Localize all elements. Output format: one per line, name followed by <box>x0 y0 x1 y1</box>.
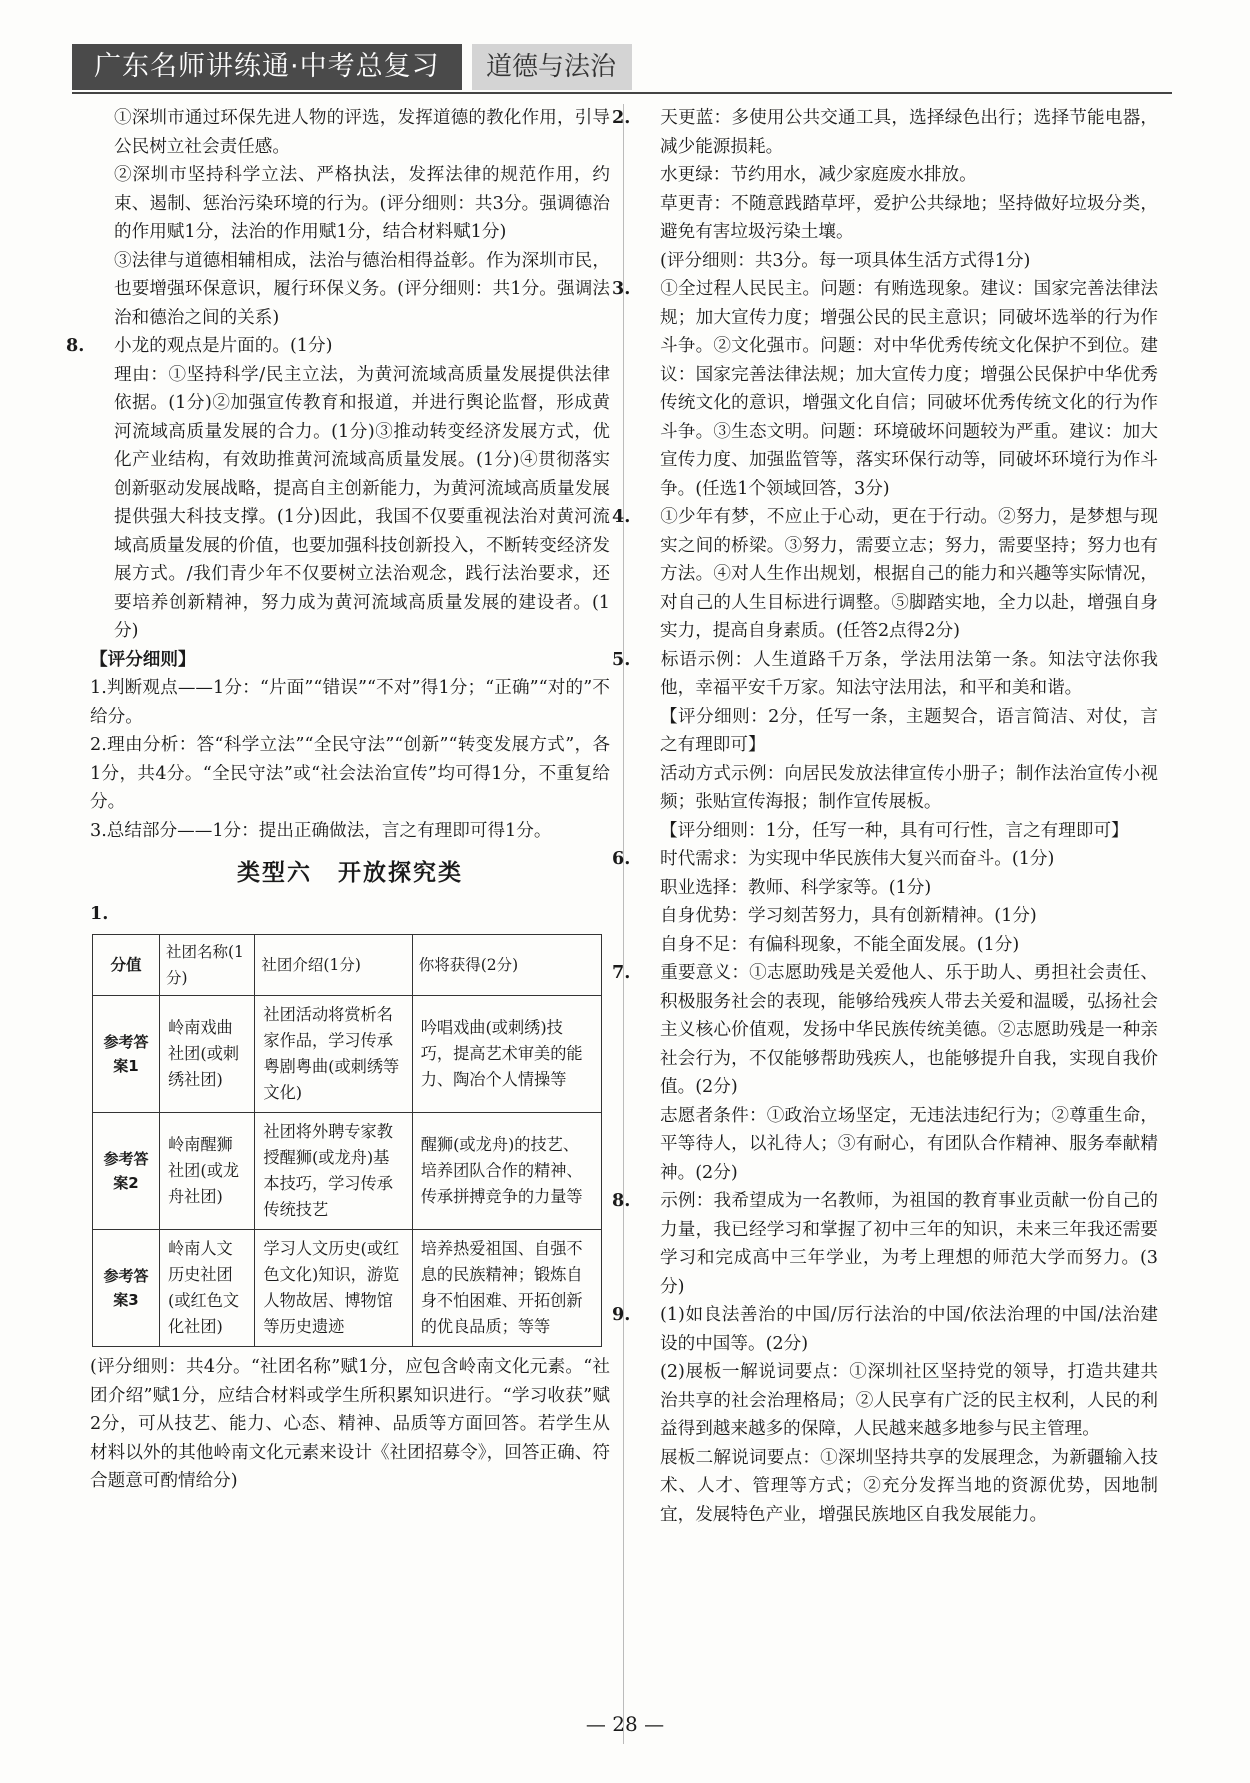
section-name: 开放探究类 <box>338 860 463 886</box>
q2-line: 草更青：不随意践踏草坪，爱护公共绿地；坚持做好垃圾分类，避免有害垃圾污染土壤。 <box>660 193 1158 242</box>
question-number: 5. <box>612 648 631 670</box>
table-header: 分值 <box>93 935 160 996</box>
question-text: 天更蓝：多使用公共交通工具，选择绿色出行；选择节能电器，减少能源损耗。 <box>660 108 1158 157</box>
question-4 <box>612 503 1158 646</box>
table-header: 社团名称(1分) <box>160 935 255 996</box>
table-cell-ref: 参考答案2 <box>93 1113 160 1230</box>
section-type: 类型六 <box>237 860 312 886</box>
table-cell-intro: 社团将外聘专家教授醒狮(或龙舟)基本技巧，学习传承传统技艺 <box>255 1113 412 1230</box>
table-header: 社团介绍(1分) <box>255 935 412 996</box>
q5-line: 活动方式示例：向居民发放法律宣传小册子；制作法治宣传小视频；张贴宣传海报；制作宣传展板。 <box>660 763 1158 812</box>
column-divider <box>623 104 624 1744</box>
question-2 <box>612 104 1158 161</box>
question-3 <box>612 275 1158 503</box>
q7-line: 志愿者条件：①政治立场坚定，无违法违纪行为；②尊重生命，平等待人，以礼待人；③有耐心，有团队合作精神、服务奉献精神。(2分) <box>660 1105 1158 1183</box>
q8-reason: 理由：①坚持科学/民主立法，为黄河流域高质量发展提供法律依据。(1分)②加强宣传教育和报道，并进行舆论监督，形成黄河流域高质量发展的合力。(1分)③推动转变经济发展方式，优化产业结构，有效助推黄河流域高质量发展。(1分)④贯彻落实创新驱动发展战略，提高自主创新能力，为黄河流域高质量发展提供强大科技支撑。(1分)因此，我国不仅要重视法治对黄河流域高质量发展的价值，也要加强科技创新投入，不断转变经济发展方式。/我们青少年不仅要树立法治观念，践行法治要求，还要培养创新精神，努力成为黄河流域高质量发展的建设者。(1分) <box>114 364 610 641</box>
table-cell-ref: 参考答案3 <box>93 1230 160 1347</box>
table-header: 你将获得(2分) <box>412 935 601 996</box>
question-5 <box>612 646 1158 703</box>
page-header <box>72 44 1172 94</box>
subject-label: 道德与法治 <box>472 44 632 90</box>
question-text: 标语示例：人生道路千万条，学法用法第一条。知法守法你我他，幸福平安千万家。知法守法用法，和平和美和谐。 <box>660 649 1158 698</box>
question-8-right <box>612 1187 1158 1301</box>
rubric-item-1: 1.判断观点——1分：“片面”“错误”“不对”得1分；“正确”“对的”不给分。 <box>90 678 610 727</box>
question-number: 8. <box>66 335 85 356</box>
question-number: 6. <box>612 848 631 869</box>
q5-line: 【评分细则：2分，任写一条，主题契合，语言简洁、对仗，言之有理即可】 <box>660 706 1158 755</box>
left-column <box>66 104 610 1496</box>
q9-line: (2)展板一解说词要点：①深圳社区坚持党的领导，打造共建共治共享的社会治理格局；②人民享有广泛的民主权利，人民的利益得到越来越多的保障，人民越来越多地参与民主管理。 <box>660 1362 1158 1439</box>
question-7 <box>612 959 1158 1102</box>
question-8-left <box>66 332 610 361</box>
club-table <box>92 934 602 1347</box>
q6-line: 自身不足：有偏科现象，不能全面发展。(1分) <box>660 934 1020 955</box>
table-cell-name: 岭南人文历史社团(或红色文化社团) <box>160 1230 255 1347</box>
question-1 <box>90 900 610 929</box>
question-number: 8. <box>612 1190 631 1211</box>
table-row <box>93 996 602 1113</box>
rubric-title: 【评分细则】 <box>90 649 196 670</box>
table-cell-gain: 醒狮(或龙舟)的技艺、培养团队合作的精神、传承拼搏竞争的力量等 <box>412 1113 601 1230</box>
table-cell-intro: 社团活动将赏析名家作品，学习传承粤剧粤曲(或刺绣等文化) <box>255 996 412 1113</box>
question-text: 重要意义：①志愿助残是关爱他人、乐于助人、勇担社会责任、积极服务社会的表现，能够给残疾人带去关爱和温暖，弘扬社会主义核心价值观，发扬中华民族传统美德。②志愿助残是一种亲社会行为，不仅能够帮助残疾人，也能够提升自我，实现自我价值。(2分) <box>660 963 1158 1097</box>
intro-point-1: ①深圳市通过环保先进人物的评选，发挥道德的教化作用，引导公民树立社会责任感。 <box>114 108 610 157</box>
question-text: 小龙的观点是片面的。(1分) <box>114 336 333 356</box>
header-rule <box>72 92 1172 94</box>
q9-line: 展板二解说词要点：①深圳坚持共享的发展理念，为新疆输入技术、人才、管理等方式；②充分发挥当地的资源优势，因地制宜，发展特色产业，增强民族地区自我发展能力。 <box>660 1447 1158 1525</box>
question-text: ①少年有梦，不应止于心动，更在于行动。②努力，是梦想与现实之间的桥梁。③努力，需要立志；努力，需要坚持；努力也有方法。④对人生作出规划，根据自己的能力和兴趣等实际情况，对自己的人生目标进行调整。⑤脚踏实地，全力以赴，增强自身实力，提高自身素质。(任答2点得2分) <box>660 507 1158 641</box>
table-note: (评分细则：共4分。“社团名称”赋1分，应包含岭南文化元素。“社团介绍”赋1分，应结合材料或学生所积累知识进行。“学习收获”赋2分，可从技艺、能力、心态、精神、品质等方面回答。若学生从材料以外的其他岭南文化元素来设计《社团招募令》，回答正确、符合题意可酌情给分) <box>90 1357 610 1491</box>
table-header-row <box>93 935 602 996</box>
section-title <box>90 859 610 888</box>
question-number: 7. <box>612 962 631 983</box>
table-row <box>93 1113 602 1230</box>
q2-line: 水更绿：节约用水，减少家庭废水排放。 <box>660 165 977 185</box>
page-number: — 28 — <box>585 1712 665 1736</box>
q6-line: 职业选择：教师、科学家等。(1分) <box>660 877 932 898</box>
book-title: 广东名师讲练通·中考总复习 <box>72 44 462 90</box>
rubric-item-3: 3.总结部分——1分：提出正确做法，言之有理即可得1分。 <box>90 820 552 841</box>
question-number: 2. <box>612 107 631 128</box>
question-6 <box>612 845 1158 874</box>
question-number: 9. <box>612 1304 631 1325</box>
question-number: 1. <box>90 902 109 924</box>
table-row <box>93 1230 602 1347</box>
q2-line: (评分细则：共3分。每一项具体生活方式得1分) <box>660 250 1031 271</box>
intro-point-2: ②深圳市坚持科学立法、严格执法，发挥法律的规范作用，约束、遏制、惩治污染环境的行为。(评分细则：共3分。强调德治的作用赋1分，法治的作用赋1分，结合材料赋1分) <box>114 165 610 242</box>
table-cell-gain: 培养热爱祖国、自强不息的民族精神；锻炼自身不怕困难、开拓创新的优良品质；等等 <box>412 1230 601 1347</box>
question-text: ①全过程人民民主。问题：有贿选现象。建议：国家完善法律法规；加大宣传力度；增强公民的民主意识；同破坏选举的行为作斗争。②文化强市。问题：对中华优秀传统文化保护不到位。建议：国家完善法律法规；加大宣传力度；增强公民保护中华优秀传统文化的意识，增强文化自信；同破坏优秀传统文化的行为作斗争。③生态文明。问题：环境破坏问题较为严重。建议：加大宣传力度、加强监管等，落实环保行动等，同破坏环境行为作斗争。(任选1个领域回答，3分) <box>660 279 1158 499</box>
table-cell-intro: 学习人文历史(或红色文化)知识，游览人物故居、博物馆等历史遗迹 <box>255 1230 412 1347</box>
intro-point-3: ③法律与道德相辅相成，法治与德治相得益彰。作为深圳市民，也要增强环保意识，履行环保义务。(评分细则：共1分。强调法治和德治之间的关系) <box>114 250 610 328</box>
q6-line: 自身优势：学习刻苦努力，具有创新精神。(1分) <box>660 906 1037 926</box>
question-9 <box>612 1301 1158 1358</box>
table-cell-ref: 参考答案1 <box>93 996 160 1113</box>
right-column <box>612 104 1158 1529</box>
table-cell-name: 岭南醒狮社团(或龙舟社团) <box>160 1113 255 1230</box>
question-number: 4. <box>612 506 631 527</box>
q5-line: 【评分细则：1分，任写一种，具有可行性，言之有理即可】 <box>660 820 1129 841</box>
rubric-item-2: 2.理由分析：答“科学立法”“全民守法”“创新”“转变发展方式”，各1分，共4分。“全民守法”或“社会法治宣传”均可得1分，不重复给分。 <box>90 735 610 812</box>
table-cell-name: 岭南戏曲社团(或刺绣社团) <box>160 996 255 1113</box>
table-cell-gain: 吟唱戏曲(或刺绣)技巧，提高艺术审美的能力、陶冶个人情操等 <box>412 996 601 1113</box>
question-number: 3. <box>612 278 631 299</box>
question-text: (1)如良法善治的中国/厉行法治的中国/依法治理的中国/法治建设的中国等。(2分) <box>660 1305 1158 1354</box>
question-text: 时代需求：为实现中华民族伟大复兴而奋斗。(1分) <box>660 849 1055 869</box>
question-text: 示例：我希望成为一名教师，为祖国的教育事业贡献一份自己的力量，我已经学习和掌握了初中三年的知识，未来三年我还需要学习和完成高中三年学业，为考上理想的师范大学而努力。(3分) <box>660 1191 1158 1297</box>
